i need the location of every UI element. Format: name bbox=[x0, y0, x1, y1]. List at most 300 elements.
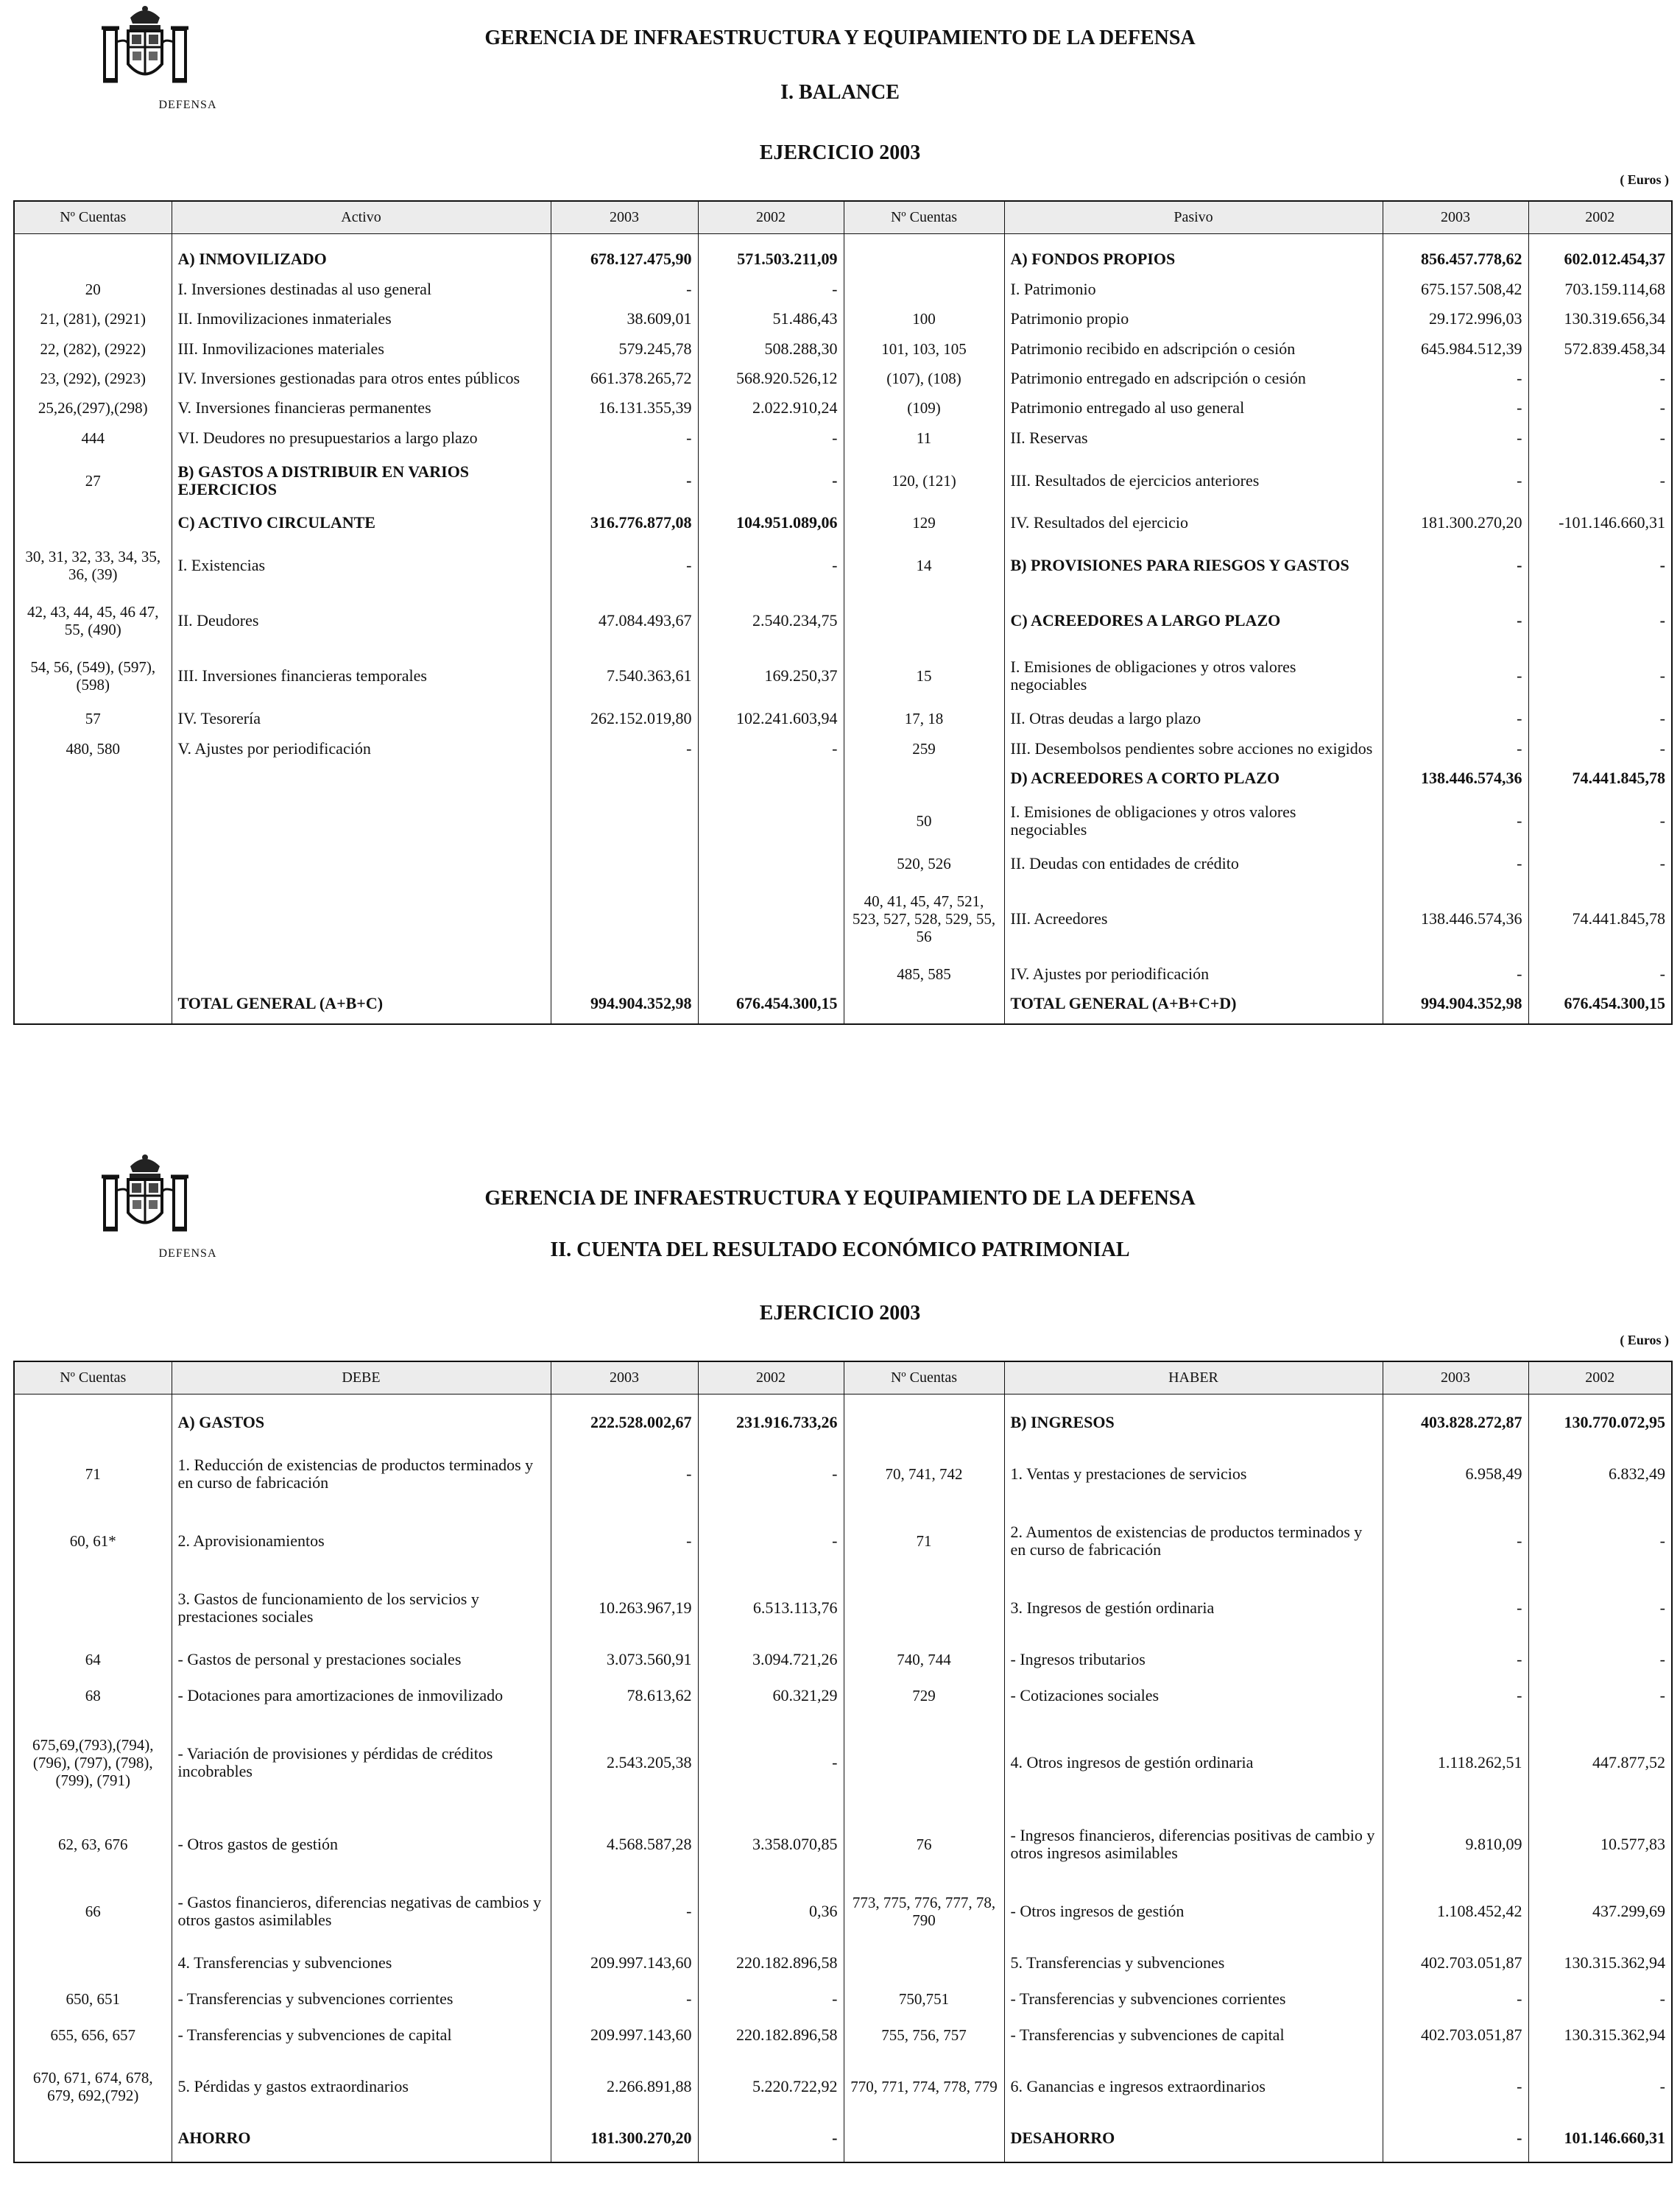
amount-2002-cell: 676.454.300,15 bbox=[1528, 989, 1672, 1018]
amount-2002-cell: - bbox=[1528, 1677, 1672, 1713]
amount-2002-cell: 676.454.300,15 bbox=[698, 989, 844, 1018]
table-row bbox=[14, 1441, 1672, 1508]
amount-2003-cell: - bbox=[1383, 959, 1528, 989]
amount-2003-cell: 856.457.778,62 bbox=[1383, 244, 1528, 274]
amount-2002-cell: 571.503.211,09 bbox=[698, 244, 844, 274]
amount-2002-cell: - bbox=[1528, 1981, 1672, 2017]
account-cell bbox=[14, 764, 172, 793]
concept-cell: 3. Gastos de funcionamiento de los servicios y prestaciones sociales bbox=[172, 1575, 551, 1642]
table-row bbox=[14, 304, 1672, 334]
filler-row bbox=[14, 2156, 1672, 2162]
account-cell: 71 bbox=[14, 1441, 172, 1508]
account-cell bbox=[14, 959, 172, 989]
account-cell: 773, 775, 776, 777, 78, 790 bbox=[844, 1878, 1004, 1945]
account-cell: (109) bbox=[844, 393, 1004, 423]
amount-2003-cell: 2.543.205,38 bbox=[551, 1713, 698, 1811]
table-row bbox=[14, 959, 1672, 989]
table-row bbox=[14, 274, 1672, 303]
account-cell: 129 bbox=[844, 508, 1004, 537]
account-cell bbox=[14, 508, 172, 537]
filler-row bbox=[14, 1019, 1672, 1024]
concept-cell: - Dotaciones para amortizaciones de inmovilizado bbox=[172, 1677, 551, 1713]
concept-cell bbox=[172, 848, 551, 878]
col-header-2003: 2003 bbox=[1383, 1361, 1528, 1395]
table-row bbox=[14, 453, 1672, 508]
concept-cell: 2. Aprovisionamientos bbox=[172, 1508, 551, 1575]
amount-2003-cell: - bbox=[1383, 733, 1528, 763]
col-header-right: Pasivo bbox=[1004, 201, 1383, 234]
concept-cell: IV. Tesorería bbox=[172, 704, 551, 733]
account-cell bbox=[14, 1405, 172, 1441]
resultado-title: II. CUENTA DEL RESULTADO ECONÓMICO PATRIMONIAL bbox=[550, 1238, 1130, 1261]
account-cell: 71 bbox=[844, 1508, 1004, 1575]
amount-2002-cell: - bbox=[1528, 704, 1672, 733]
spacer-row bbox=[14, 1395, 1672, 1406]
table-row bbox=[14, 1981, 1672, 2017]
amount-2002-cell: 0,36 bbox=[698, 1878, 844, 1945]
amount-2003-cell: - bbox=[551, 1508, 698, 1575]
account-cell: 120, (121) bbox=[844, 453, 1004, 508]
concept-cell: 5. Transferencias y subvenciones bbox=[1004, 1945, 1383, 1981]
concept-cell bbox=[172, 959, 551, 989]
amount-2002-cell: 10.577,83 bbox=[1528, 1811, 1672, 1878]
account-cell: 655, 656, 657 bbox=[14, 2017, 172, 2053]
concept-cell: III. Inmovilizaciones materiales bbox=[172, 334, 551, 363]
amount-2002-cell: - bbox=[698, 1508, 844, 1575]
org-label: DEFENSA bbox=[158, 99, 217, 111]
balance-title: I. BALANCE bbox=[780, 81, 900, 104]
account-cell: 68 bbox=[14, 1677, 172, 1713]
amount-2003-cell: 38.609,01 bbox=[551, 304, 698, 334]
amount-2002-cell: 602.012.454,37 bbox=[1528, 244, 1672, 274]
resultado-exercise: EJERCICIO 2003 bbox=[759, 1302, 921, 1325]
table-row bbox=[14, 1811, 1672, 1878]
col-header-right: HABER bbox=[1004, 1361, 1383, 1395]
concept-cell: 6. Ganancias e ingresos extraordinarios bbox=[1004, 2053, 1383, 2120]
amount-2003-cell: - bbox=[551, 1878, 698, 1945]
concept-cell: III. Desembolsos pendientes sobre acciones no exigidos bbox=[1004, 733, 1383, 763]
account-cell: 50 bbox=[844, 793, 1004, 848]
amount-2002-cell: 169.250,37 bbox=[698, 649, 844, 704]
concept-cell: V. Ajustes por periodificación bbox=[172, 733, 551, 763]
concept-cell: 1. Reducción de existencias de productos terminados y en curso de fabricación bbox=[172, 1441, 551, 1508]
amount-2002-cell: 130.770.072,95 bbox=[1528, 1405, 1672, 1441]
amount-2003-cell: 402.703.051,87 bbox=[1383, 1945, 1528, 1981]
concept-cell: - Transferencias y subvenciones de capital bbox=[172, 2017, 551, 2053]
amount-2003-cell: - bbox=[551, 423, 698, 453]
concept-cell: IV. Resultados del ejercicio bbox=[1004, 508, 1383, 537]
concept-cell: II. Deudas con entidades de crédito bbox=[1004, 848, 1383, 878]
concept-cell: - Gastos de personal y prestaciones sociales bbox=[172, 1641, 551, 1677]
amount-2003-cell: - bbox=[551, 274, 698, 303]
amount-2002-cell: 220.182.896,58 bbox=[698, 2017, 844, 2053]
institution-title: GERENCIA DE INFRAESTRUCTURA Y EQUIPAMIENTO DE LA DEFENSA bbox=[484, 1187, 1196, 1210]
concept-cell: IV. Inversiones gestionadas para otros entes públicos bbox=[172, 364, 551, 393]
col-header-2003: 2003 bbox=[1383, 201, 1528, 234]
amount-2003-cell: 209.997.143,60 bbox=[551, 2017, 698, 2053]
amount-2003-cell: 181.300.270,20 bbox=[551, 2120, 698, 2156]
amount-2003-cell: 994.904.352,98 bbox=[551, 989, 698, 1018]
amount-2002-cell: - bbox=[1528, 453, 1672, 508]
col-header-2003: 2003 bbox=[551, 201, 698, 234]
amount-2003-cell: - bbox=[551, 1981, 698, 2017]
concept-cell bbox=[172, 793, 551, 848]
amount-2002-cell: 102.241.603,94 bbox=[698, 704, 844, 733]
account-cell: 22, (282), (2922) bbox=[14, 334, 172, 363]
table-row bbox=[14, 989, 1672, 1018]
amount-2003-cell: - bbox=[1383, 2053, 1528, 2120]
amount-2002-cell: - bbox=[1528, 1508, 1672, 1575]
concept-cell: Patrimonio entregado al uso general bbox=[1004, 393, 1383, 423]
concept-cell: - Cotizaciones sociales bbox=[1004, 1677, 1383, 1713]
amount-2003-cell bbox=[551, 764, 698, 793]
account-cell: 11 bbox=[844, 423, 1004, 453]
account-cell: 670, 671, 674, 678, 679, 692,(792) bbox=[14, 2053, 172, 2120]
concept-cell: IV. Ajustes por periodificación bbox=[1004, 959, 1383, 989]
concept-cell: C) ACTIVO CIRCULANTE bbox=[172, 508, 551, 537]
account-cell: 485, 585 bbox=[844, 959, 1004, 989]
amount-2003-cell: 678.127.475,90 bbox=[551, 244, 698, 274]
table-row bbox=[14, 733, 1672, 763]
account-cell: 650, 651 bbox=[14, 1981, 172, 2017]
account-cell: 480, 580 bbox=[14, 733, 172, 763]
concept-cell: 3. Ingresos de gestión ordinaria bbox=[1004, 1575, 1383, 1642]
concept-cell: Patrimonio recibido en adscripción o cesión bbox=[1004, 334, 1383, 363]
account-cell bbox=[844, 1945, 1004, 1981]
concept-cell: V. Inversiones financieras permanentes bbox=[172, 393, 551, 423]
table-row bbox=[14, 334, 1672, 363]
concept-cell: 4. Otros ingresos de gestión ordinaria bbox=[1004, 1713, 1383, 1811]
concept-cell: I. Existencias bbox=[172, 538, 551, 593]
amount-2002-cell: - bbox=[1528, 959, 1672, 989]
account-cell: 750,751 bbox=[844, 1981, 1004, 2017]
amount-2003-cell: - bbox=[1383, 538, 1528, 593]
amount-2003-cell: 6.958,49 bbox=[1383, 1441, 1528, 1508]
amount-2003-cell: 16.131.355,39 bbox=[551, 393, 698, 423]
concept-cell: - Transferencias y subvenciones corrientes bbox=[172, 1981, 551, 2017]
amount-2003-cell: 47.084.493,67 bbox=[551, 593, 698, 649]
amount-2003-cell: 222.528.002,67 bbox=[551, 1405, 698, 1441]
account-cell bbox=[844, 1405, 1004, 1441]
concept-cell: 2. Aumentos de existencias de productos terminados y en curso de fabricación bbox=[1004, 1508, 1383, 1575]
amount-2003-cell: - bbox=[551, 538, 698, 593]
amount-2002-cell: 130.315.362,94 bbox=[1528, 1945, 1672, 1981]
table-row bbox=[14, 1878, 1672, 1945]
account-cell: 42, 43, 44, 45, 46 47, 55, (490) bbox=[14, 593, 172, 649]
concept-cell: Patrimonio propio bbox=[1004, 304, 1383, 334]
concept-cell: - Transferencias y subvenciones de capital bbox=[1004, 2017, 1383, 2053]
amount-2003-cell: 4.568.587,28 bbox=[551, 1811, 698, 1878]
concept-cell: A) GASTOS bbox=[172, 1405, 551, 1441]
account-cell bbox=[844, 244, 1004, 274]
account-cell: 520, 526 bbox=[844, 848, 1004, 878]
amount-2002-cell: 74.441.845,78 bbox=[1528, 764, 1672, 793]
account-cell bbox=[844, 1575, 1004, 1642]
table-row bbox=[14, 704, 1672, 733]
balance-table bbox=[13, 200, 1673, 1025]
amount-2002-cell: 447.877,52 bbox=[1528, 1713, 1672, 1811]
col-header-accounts: Nº Cuentas bbox=[844, 201, 1004, 234]
table-row bbox=[14, 1575, 1672, 1642]
amount-2002-cell: - bbox=[1528, 1641, 1672, 1677]
concept-cell: I. Inversiones destinadas al uso general bbox=[172, 274, 551, 303]
amount-2003-cell: 579.245,78 bbox=[551, 334, 698, 363]
concept-cell: - Ingresos tributarios bbox=[1004, 1641, 1383, 1677]
account-cell: 17, 18 bbox=[844, 704, 1004, 733]
concept-cell: - Otros gastos de gestión bbox=[172, 1811, 551, 1878]
amount-2002-cell: 101.146.660,31 bbox=[1528, 2120, 1672, 2156]
concept-cell: I. Emisiones de obligaciones y otros valores negociables bbox=[1004, 793, 1383, 848]
amount-2003-cell: 675.157.508,42 bbox=[1383, 274, 1528, 303]
table-row bbox=[14, 393, 1672, 423]
table-row bbox=[14, 593, 1672, 649]
balance-header-row bbox=[14, 201, 1672, 234]
amount-2002-cell: 220.182.896,58 bbox=[698, 1945, 844, 1981]
col-header-2002: 2002 bbox=[1528, 201, 1672, 234]
amount-2003-cell: 645.984.512,39 bbox=[1383, 334, 1528, 363]
amount-2002-cell: 3.358.070,85 bbox=[698, 1811, 844, 1878]
table-row bbox=[14, 1713, 1672, 1811]
amount-2003-cell: 2.266.891,88 bbox=[551, 2053, 698, 2120]
amount-2003-cell: - bbox=[1383, 1641, 1528, 1677]
amount-2002-cell bbox=[698, 848, 844, 878]
amount-2003-cell bbox=[551, 793, 698, 848]
account-cell: 57 bbox=[14, 704, 172, 733]
concept-cell: D) ACREEDORES A CORTO PLAZO bbox=[1004, 764, 1383, 793]
table-row bbox=[14, 2053, 1672, 2120]
account-cell bbox=[844, 989, 1004, 1018]
concept-cell: AHORRO bbox=[172, 2120, 551, 2156]
amount-2002-cell: 437.299,69 bbox=[1528, 1878, 1672, 1945]
account-cell: (107), (108) bbox=[844, 364, 1004, 393]
account-cell bbox=[14, 848, 172, 878]
concept-cell: - Otros ingresos de gestión bbox=[1004, 1878, 1383, 1945]
account-cell: 675,69,(793),(794), (796), (797), (798), (799), (791) bbox=[14, 1713, 172, 1811]
col-header-2002: 2002 bbox=[1528, 1361, 1672, 1395]
amount-2002-cell: 508.288,30 bbox=[698, 334, 844, 363]
account-cell bbox=[844, 593, 1004, 649]
amount-2003-cell: 402.703.051,87 bbox=[1383, 2017, 1528, 2053]
account-cell: 54, 56, (549), (597), (598) bbox=[14, 649, 172, 704]
account-cell: 76 bbox=[844, 1811, 1004, 1878]
amount-2002-cell: - bbox=[698, 538, 844, 593]
account-cell bbox=[844, 1713, 1004, 1811]
col-header-accounts: Nº Cuentas bbox=[14, 201, 172, 234]
account-cell: 15 bbox=[844, 649, 1004, 704]
amount-2003-cell: 29.172.996,03 bbox=[1383, 304, 1528, 334]
amount-2002-cell bbox=[698, 959, 844, 989]
amount-2003-cell: - bbox=[1383, 453, 1528, 508]
account-cell: 30, 31, 32, 33, 34, 35, 36, (39) bbox=[14, 538, 172, 593]
amount-2002-cell: - bbox=[1528, 593, 1672, 649]
amount-2002-cell: - bbox=[698, 423, 844, 453]
org-label: DEFENSA bbox=[158, 1247, 217, 1260]
amount-2003-cell: - bbox=[1383, 393, 1528, 423]
concept-cell: DESAHORRO bbox=[1004, 2120, 1383, 2156]
account-cell: 729 bbox=[844, 1677, 1004, 1713]
amount-2003-cell bbox=[551, 959, 698, 989]
amount-2003-cell: 209.997.143,60 bbox=[551, 1945, 698, 1981]
account-cell bbox=[844, 274, 1004, 303]
spacer-row bbox=[14, 234, 1672, 245]
concept-cell: - Transferencias y subvenciones corrientes bbox=[1004, 1981, 1383, 2017]
amount-2003-cell: - bbox=[1383, 1981, 1528, 2017]
amount-2003-cell: 3.073.560,91 bbox=[551, 1641, 698, 1677]
concept-cell: I. Emisiones de obligaciones y otros valores negociables bbox=[1004, 649, 1383, 704]
institution-title: GERENCIA DE INFRAESTRUCTURA Y EQUIPAMIENTO DE LA DEFENSA bbox=[484, 27, 1196, 49]
amount-2002-cell: - bbox=[1528, 733, 1672, 763]
concept-cell bbox=[172, 764, 551, 793]
col-header-2002: 2002 bbox=[698, 1361, 844, 1395]
amount-2003-cell: 661.378.265,72 bbox=[551, 364, 698, 393]
account-cell: 21, (281), (2921) bbox=[14, 304, 172, 334]
currency-note: ( Euros ) bbox=[1620, 1333, 1669, 1347]
concept-cell: I. Patrimonio bbox=[1004, 274, 1383, 303]
table-row bbox=[14, 538, 1672, 593]
amount-2003-cell bbox=[551, 878, 698, 959]
amount-2002-cell bbox=[698, 764, 844, 793]
amount-2002-cell: 6.513.113,76 bbox=[698, 1575, 844, 1642]
table-row bbox=[14, 848, 1672, 878]
account-cell: 755, 756, 757 bbox=[844, 2017, 1004, 2053]
amount-2002-cell: 231.916.733,26 bbox=[698, 1405, 844, 1441]
concept-cell: - Gastos financieros, diferencias negativas de cambios y otros gastos asimilables bbox=[172, 1878, 551, 1945]
amount-2002-cell: 3.094.721,26 bbox=[698, 1641, 844, 1677]
amount-2002-cell bbox=[698, 878, 844, 959]
amount-2002-cell: 60.321,29 bbox=[698, 1677, 844, 1713]
amount-2003-cell: 138.446.574,36 bbox=[1383, 878, 1528, 959]
account-cell: 27 bbox=[14, 453, 172, 508]
resultado-header-row bbox=[14, 1361, 1672, 1395]
account-cell: 740, 744 bbox=[844, 1641, 1004, 1677]
amount-2003-cell: - bbox=[1383, 1677, 1528, 1713]
amount-2002-cell bbox=[698, 793, 844, 848]
amount-2003-cell: 994.904.352,98 bbox=[1383, 989, 1528, 1018]
table-row bbox=[14, 423, 1672, 453]
amount-2003-cell: - bbox=[1383, 364, 1528, 393]
concept-cell: 5. Pérdidas y gastos extraordinarios bbox=[172, 2053, 551, 2120]
amount-2002-cell: -101.146.660,31 bbox=[1528, 508, 1672, 537]
concept-cell: VI. Deudores no presupuestarios a largo plazo bbox=[172, 423, 551, 453]
amount-2002-cell: - bbox=[1528, 393, 1672, 423]
amount-2002-cell: - bbox=[698, 1981, 844, 2017]
amount-2002-cell: 572.839.458,34 bbox=[1528, 334, 1672, 363]
amount-2003-cell: - bbox=[1383, 593, 1528, 649]
amount-2002-cell: 74.441.845,78 bbox=[1528, 878, 1672, 959]
concept-cell: B) PROVISIONES PARA RIESGOS Y GASTOS bbox=[1004, 538, 1383, 593]
amount-2002-cell: - bbox=[1528, 1575, 1672, 1642]
table-row bbox=[14, 1405, 1672, 1441]
amount-2002-cell: - bbox=[698, 453, 844, 508]
balance-body bbox=[14, 234, 1672, 1025]
account-cell bbox=[14, 2120, 172, 2156]
amount-2003-cell: - bbox=[1383, 848, 1528, 878]
account-cell bbox=[14, 989, 172, 1018]
amount-2003-cell: - bbox=[551, 453, 698, 508]
col-header-accounts: Nº Cuentas bbox=[14, 1361, 172, 1395]
concept-cell: II. Inmovilizaciones inmateriales bbox=[172, 304, 551, 334]
amount-2003-cell: 1.108.452,42 bbox=[1383, 1878, 1528, 1945]
account-cell bbox=[14, 244, 172, 274]
concept-cell: II. Otras deudas a largo plazo bbox=[1004, 704, 1383, 733]
amount-2002-cell: - bbox=[1528, 423, 1672, 453]
account-cell: 444 bbox=[14, 423, 172, 453]
currency-note: ( Euros ) bbox=[1620, 172, 1669, 187]
amount-2002-cell: 130.319.656,34 bbox=[1528, 304, 1672, 334]
amount-2003-cell: 316.776.877,08 bbox=[551, 508, 698, 537]
concept-cell: II. Deudores bbox=[172, 593, 551, 649]
amount-2003-cell: 181.300.270,20 bbox=[1383, 508, 1528, 537]
amount-2003-cell: 78.613,62 bbox=[551, 1677, 698, 1713]
amount-2003-cell: - bbox=[551, 733, 698, 763]
account-cell bbox=[844, 764, 1004, 793]
amount-2003-cell: - bbox=[1383, 423, 1528, 453]
concept-cell: A) FONDOS PROPIOS bbox=[1004, 244, 1383, 274]
amount-2002-cell: 2.540.234,75 bbox=[698, 593, 844, 649]
account-cell: 100 bbox=[844, 304, 1004, 334]
col-header-accounts: Nº Cuentas bbox=[844, 1361, 1004, 1395]
account-cell: 40, 41, 45, 47, 521, 523, 527, 528, 529, 55, 56 bbox=[844, 878, 1004, 959]
concept-cell: B) GASTOS A DISTRIBUIR EN VARIOS EJERCICIOS bbox=[172, 453, 551, 508]
amount-2002-cell: 568.920.526,12 bbox=[698, 364, 844, 393]
amount-2002-cell: 51.486,43 bbox=[698, 304, 844, 334]
table-row bbox=[14, 1677, 1672, 1713]
account-cell bbox=[844, 2120, 1004, 2156]
concept-cell bbox=[172, 878, 551, 959]
amount-2002-cell: - bbox=[698, 1441, 844, 1508]
amount-2002-cell: - bbox=[698, 733, 844, 763]
account-cell: 25,26,(297),(298) bbox=[14, 393, 172, 423]
account-cell: 62, 63, 676 bbox=[14, 1811, 172, 1878]
amount-2003-cell: - bbox=[1383, 793, 1528, 848]
concept-cell: III. Inversiones financieras temporales bbox=[172, 649, 551, 704]
concept-cell: Patrimonio entregado en adscripción o cesión bbox=[1004, 364, 1383, 393]
concept-cell: III. Resultados de ejercicios anteriores bbox=[1004, 453, 1383, 508]
amount-2003-cell: - bbox=[1383, 1575, 1528, 1642]
table-row bbox=[14, 244, 1672, 274]
table-row bbox=[14, 764, 1672, 793]
table-row bbox=[14, 793, 1672, 848]
table-row bbox=[14, 1508, 1672, 1575]
amount-2002-cell: - bbox=[1528, 2053, 1672, 2120]
table-row bbox=[14, 2017, 1672, 2053]
table-row bbox=[14, 2120, 1672, 2156]
amount-2002-cell: 5.220.722,92 bbox=[698, 2053, 844, 2120]
amount-2002-cell: - bbox=[1528, 649, 1672, 704]
amount-2003-cell: 7.540.363,61 bbox=[551, 649, 698, 704]
concept-cell: - Variación de provisiones y pérdidas de créditos incobrables bbox=[172, 1713, 551, 1811]
account-cell: 23, (292), (2923) bbox=[14, 364, 172, 393]
amount-2003-cell: - bbox=[1383, 704, 1528, 733]
amount-2002-cell: 2.022.910,24 bbox=[698, 393, 844, 423]
account-cell: 66 bbox=[14, 1878, 172, 1945]
col-header-2002: 2002 bbox=[698, 201, 844, 234]
col-header-left: DEBE bbox=[172, 1361, 551, 1395]
amount-2003-cell: 9.810,09 bbox=[1383, 1811, 1528, 1878]
account-cell: 259 bbox=[844, 733, 1004, 763]
account-cell bbox=[14, 793, 172, 848]
account-cell: 20 bbox=[14, 274, 172, 303]
amount-2002-cell: 130.315.362,94 bbox=[1528, 2017, 1672, 2053]
concept-cell: A) INMOVILIZADO bbox=[172, 244, 551, 274]
amount-2003-cell: 403.828.272,87 bbox=[1383, 1405, 1528, 1441]
amount-2003-cell: 138.446.574,36 bbox=[1383, 764, 1528, 793]
table-row bbox=[14, 1641, 1672, 1677]
amount-2002-cell: - bbox=[1528, 364, 1672, 393]
amount-2002-cell: - bbox=[1528, 793, 1672, 848]
col-header-left: Activo bbox=[172, 201, 551, 234]
amount-2003-cell: 10.263.967,19 bbox=[551, 1575, 698, 1642]
